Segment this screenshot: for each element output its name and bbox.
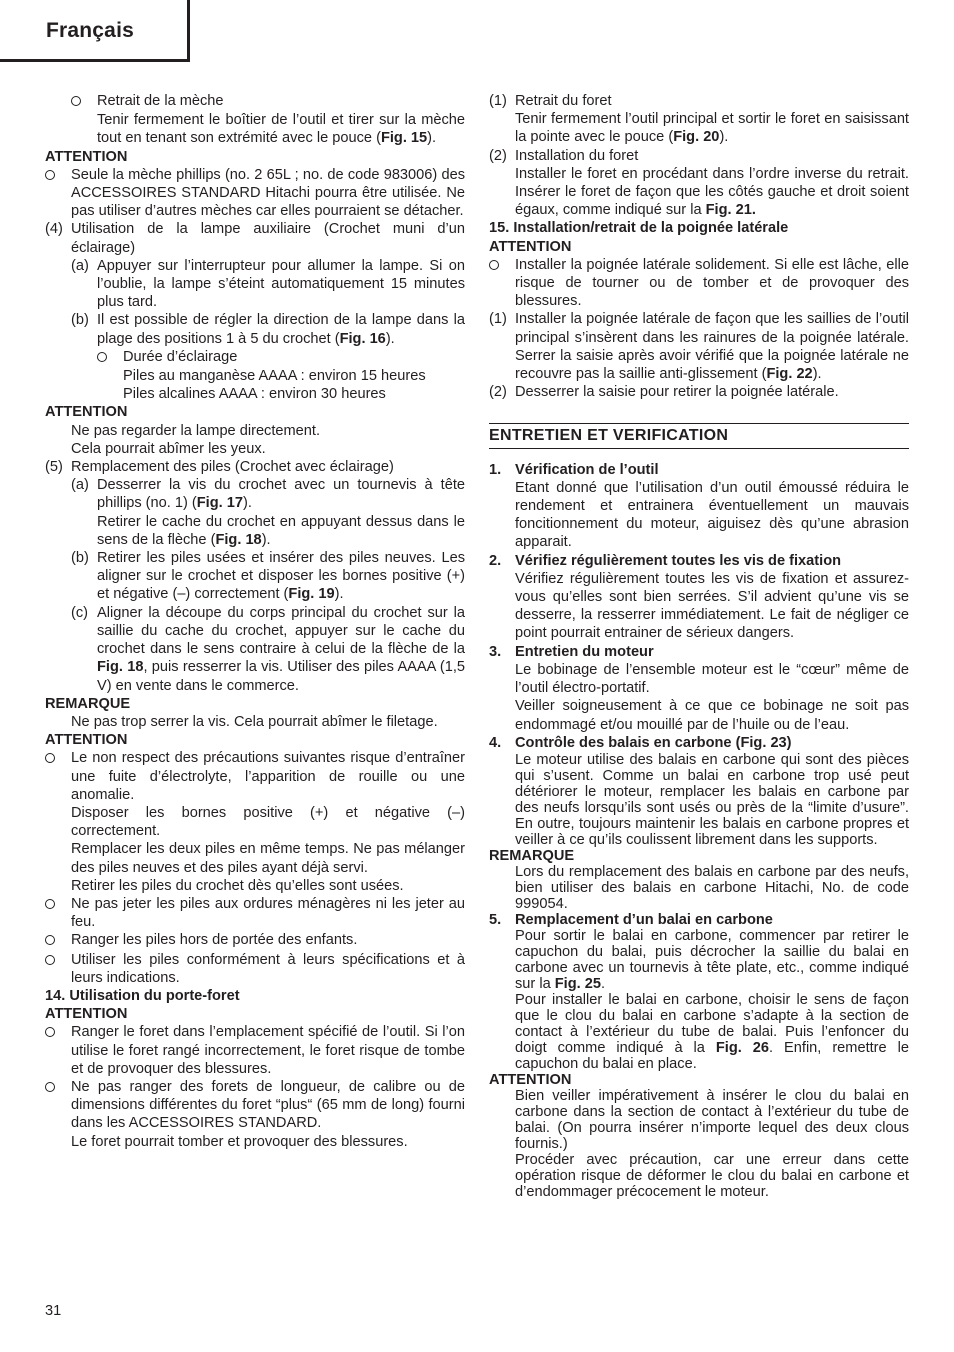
fig18-ref: Fig. 18 — [215, 531, 262, 548]
bullet-circle-icon — [45, 1023, 71, 1078]
item-5: (5) Remplacement des piles (Crochet avec éclairage) — [45, 459, 394, 476]
attention-piles-specs: Utiliser les piles conformément à leurs spécifications et à leurs indications. — [45, 951, 465, 987]
bullet-circle-icon — [45, 166, 71, 221]
fig21-ref: Fig. 21 — [705, 202, 752, 219]
language-label: Français — [46, 19, 134, 42]
duree-eclairage: Durée d’éclairage — [45, 348, 465, 367]
fig15-ref: Fig. 15 — [380, 130, 428, 147]
language-tab — [0, 0, 190, 62]
right-column: (1) Retrait du foret Tenir fermement l’outil principal et sortir le foret en saisissant la pointe avec le pouce (Fig. 20). (2) Installation du foret Installer le foret en procédant dans l’ordre inverse du retrait. Insérer le foret de façon que les côtés gauche et droit soient égaux, comme indiqué sur la Fig. 21. 15. Installation/retrait de la poignée latérale ATTENTION Installer la poignée latérale solidement. Si elle est lâche, elle risque de tourner ou de tomber et de provoquer des blessures. (1) Installer la poignée latérale de façon que les saillies de l’outil principal s’insèrent dans les rainures de la poignée latérale. Serrer la saisie après avoir vérifié que la poignée latérale ne recouvre pas la saillie anti-glissement (Fig. 22). (2) Desserrer la saisie pour retirer la poignée latérale. ENTRETIEN ET VERIFICATION 1. Vérification de l’outil Etant donné que l’utilisation d’un outil émoussé réduira le rendement et entrainera éventuellement un mauvais foncitionnement du moteur, aiguisez dès qu’une abrasion apparait. 2. Vérifiez régulièrement toutes les vis de fixation Vérifiez régulièrement toutes les vis de fixation et assurez-vous qu’elles sont bien serrées. S’il advient qu’une vis se desserre, la resserrer immédiatement. Le fait de négliger ce point pourrait entrainer de sérieux dangers. 3. Entretien du moteur Le bobinage de l’ensemble moteur est le “cœur” même de l’outil électro-portatif. Veiller soigneusement à ce que ce bobinage ne soit pas endommagé et/ou mouillé par de l’huile ou de l’eau. 4. Contrôle des balais en carbone (Fig. 23) Le moteur utilise des balais en carbone qui sont des pièces qui s’usent. Comme un balai en carbone trop usé peut détériorer le moteur, remplacer les balais en carbone par des neufs lorsqu’ils sont usés ou près de la “limite d’usure”. En outre, toujours maintenir les balais en carbone propres et veiller à ce qu’ils coulissent librement dans les supports. REMARQUE Lors du remplacement des balais en carbone par des neufs, bien utiliser des balais en carbone Hitachi, No. de code 999054. 5. Remplacement d’un balai en carbone Pour sortir le balai en carbone, commencer par retirer le capuchon du balai, puis décrocher la saillie du balai en carbone avec un tournevis à tête plate, etc., comme indiqué sur la Fig. 25. Pour installer le balai en carbone, choisir le sens de façon que le clou du balai en carbone s’adapte à la section de contact à l’extérieur du tube de balai. Puis l’enfoncer du doigt comme indiqué à la Fig. 26. Enfin, remettre le capuchon du balai en place. ATTENTION Bien veiller impérativement à insérer le clou du balai en carbone dans la section de contact à l’extérieur du tube de balai. (On pourra insérer n’importe lequel des deux clous fournis.) Procéder avec précaution, car une erreur dans cette opération risque de déformer le clou du balai en carbone et d’endommager précocement le moteur. — [489, 93, 909, 1200]
item-5a: (a) Desserrer la vis du crochet avec un tournevis à tête phillips (no. 1) (Fig. 17). Retirer le cache du crochet en appuyant dessus dans le sens de la flèche (Fig. 18). — [71, 477, 465, 548]
bullet-circle-icon — [45, 895, 71, 931]
bullet-circle-icon — [45, 749, 71, 895]
s5-text-2: Pour installer le balai en carbone, choisir le sens de façon que le clou du balai en carbone s’adapte à la section de contact à l’extérieur du tube de balai. Puis l’enfoncer du doigt comme indiqué à la Fig. 26. Enfin, remettre le capuchon du balai en place. — [515, 991, 909, 1072]
attention-heading: ATTENTION — [45, 404, 128, 421]
attention-meche: Seule la mèche phillips (no. 2 65L ; no. de code 983006) des ACCESSOIRES STANDARD Hitachi pourra être utilisée. Ne pas utiliser d’autres mèches car elles pourraient se détacher. — [45, 166, 465, 221]
section-title: ENTRETIEN ET VERIFICATION — [489, 423, 909, 448]
poignee-step-2: (2) Desserrer la saisie pour retirer la poignée latérale. — [489, 384, 839, 401]
fig17-ref: Fig. 17 — [196, 495, 243, 512]
fig16-ref: Fig. 16 — [339, 330, 386, 347]
item-4b: (b) Il est possible de régler la direction de la lampe dans la plage des positions 1 à 5 du crochet (Fig. 16). — [71, 312, 465, 347]
page-number: 31 — [45, 1303, 62, 1319]
retrait-foret: (1) Retrait du foret — [489, 93, 612, 109]
item-4: (4) Utilisation de la lampe auxiliaire (Crochet muni d’un éclairage) — [45, 221, 465, 256]
s3-heading: 3. Entretien du moteur — [489, 643, 654, 660]
attention-heading: ATTENTION — [45, 1006, 128, 1023]
fig25-ref: Fig. 25 — [554, 975, 601, 992]
installation-foret-text: Installer le foret en procédant dans l’ordre inverse du retrait. Insérer le foret de façon que les côtés gauche et droit soient égaux, comme indiqué sur la Fig. 21. — [515, 165, 909, 219]
s2-heading: 2. Vérifiez régulièrement toutes les vis de fixation — [489, 552, 842, 569]
remarque-heading: REMARQUE — [45, 695, 131, 712]
attention-piles: Le non respect des précautions suivantes risque d’entraîner une fuite d’électrolyte, l’apparition de rouille ou une anomalie. Disposer les bornes positive (+) et négative (–) correctement. Remplacer les deux piles en même temps. Ne pas mélanger des piles neuves et des piles ayant déjà servi. Retirer les piles du crochet dès qu’elles sont usées. — [45, 749, 465, 895]
retrait-foret-text: Tenir fermement l’outil principal et sortir le foret en saisissant la pointe avec le pouce (Fig. 20). — [515, 111, 909, 146]
retrait-meche — [45, 92, 465, 111]
left-column: Retrait de la mèche Tenir fermement le boîtier de l’outil et tirer sur la mèche tout en tenant son extrémité avec le pouce (Fig. 15). ATTENTION Seule la mèche phillips (no. 2 65L ; no. de code 983006) des ACCESSOIRES STANDARD Hitachi pourra être utilisée. Ne pas utiliser d’autres mèches car elles pourraient se détacher. (4) Utilisation de la lampe auxiliaire (Crochet muni d’un éclairage) (a) Appuyer sur l’interrupteur pour allumer la lampe. Si on l’oublie, la lampe s’éteint automatiquement 15 minutes plus tard. (b) Il est possible de régler la direction de la lampe dans la plage des positions 1 à 5 du crochet (Fig. 16). Durée d’éclairage Piles au manganèse AAAA : environ 15 heures Piles alcalines AAAA : environ 30 heures ATTENTION Ne pas regarder la lampe directement. Cela pourrait abîmer les yeux. (5) Remplacement des piles (Crochet avec éclairage) (a) Desserrer la vis du crochet avec un tournevis à tête phillips (no. 1) (Fig. 17). Retirer le cache du crochet en appuyant dessus dans le sens de la flèche (Fig. 18). (b) Retirer les piles usées et insérer des piles neuves. Les aligner sur le crochet et disposer les bornes positive (+) et négative (–) correctement (Fig. 19). (c) Aligner la découpe du corps principal du crochet sur la saillie du cache du crochet, appuyer sur le cache du crochet dans le sens contraire à celui de la flèche de la Fig. 18, puis resserrer la vis. Utiliser des piles AAAA (1,5 V) en vente dans le commerce. REMARQUE Ne pas trop serrer la vis. Cela pourrait abîmer le filetage. ATTENTION Le non respect des précautions suivantes risque d’entraîner une fuite d’électrolyte, l’apparition de rouille ou une anomalie. Disposer les bornes positive (+) et négative (–) correctement. Remplacer les deux piles en même temps. Ne pas mélanger des piles neuves et des piles ayant déjà servi. Retirer les piles du crochet dès qu’elles sont usées. Ne pas jeter les piles aux ordures ménagères ni les jeter au feu. Ranger les piles hors de portée des enfants. Utiliser les piles conformément à leurs spécifications et à leurs indications. 14. Utilisation du porte-foret ATTENTION Ranger le foret dans l’emplacement spécifié de l’outil. Si l’on utilise le foret rangé incorrectement, le foret risque de tombe et de provoquer des blessures. Ne pas ranger des forets de longueur, de calibre ou de dimensions différentes du foret “plus“ (65 mm de long) fourni dans les ACCESSOIRES STANDARD. Le foret pourrait tomber et provoquer des blessures. — [45, 93, 465, 1150]
attention-foret-dimensions: Ne pas ranger des forets de longueur, de calibre ou de dimensions différentes du foret “plus“ (65 mm de long) fourni dans les ACCESSOIRES STANDARD. Le foret pourrait tomber et provoquer des blessures. — [45, 1078, 465, 1151]
bullet-circle-icon — [45, 1078, 71, 1151]
bullet-circle-icon — [45, 931, 71, 950]
retrait-meche-text: Tenir fermement le boîtier de l’outil et tirer sur la mèche tout en tenant son extrémité avec le pouce (Fig. 15). — [97, 112, 465, 147]
s1-heading: 1. Vérification de l’outil — [489, 461, 659, 478]
duree-alcalines: Piles alcalines AAAA : environ 30 heures — [123, 386, 386, 403]
s5-heading: 5. Remplacement d’un balai en carbone — [489, 911, 773, 928]
attention-piles-feu: Ne pas jeter les piles aux ordures ménagères ni les jeter au feu. — [45, 895, 465, 931]
attention-heading: ATTENTION — [489, 238, 572, 255]
attention-piles-enfants: Ranger les piles hors de portée des enfants. — [45, 931, 465, 950]
fig18-ref: Fig. 18 — [97, 659, 144, 676]
fig22-ref: Fig. 22 — [766, 366, 813, 383]
s5-text-1: Pour sortir le balai en carbone, commencer par retirer le capuchon du balai, puis décrocher la saillie du balai en carbone avec un tournevis à tête plate, etc., comme indiqué sur la Fig. 25. — [515, 927, 909, 992]
bullet-circle-icon — [97, 348, 123, 367]
attention-heading: ATTENTION — [45, 148, 128, 165]
fig26-ref: Fig. 26 — [715, 1039, 770, 1056]
item-14-heading: 14. Utilisation du porte-foret — [45, 987, 240, 1004]
duree-manganese: Piles au manganèse AAAA : environ 15 heures — [123, 368, 426, 385]
bullet-circle-icon — [71, 92, 97, 111]
item-5c: (c) Aligner la découpe du corps principal du crochet sur la saillie du cache du crochet, appuyer sur le cache du crochet dans le sens contraire à celui de la flèche de la Fig. 18, puis resserrer la vis. Utiliser des piles AAAA (1,5 V) en vente dans le commerce. — [71, 604, 465, 694]
installation-foret: (2) Installation du foret — [489, 147, 639, 164]
remarque-heading: REMARQUE — [489, 847, 575, 864]
attention-heading: ATTENTION — [45, 732, 128, 749]
item-4a: (a) Appuyer sur l’interrupteur pour allumer la lampe. Si on l’oublie, la lampe s’éteint automatiquement 15 minutes plus tard. — [71, 257, 465, 311]
bullet-circle-icon — [45, 951, 71, 987]
s4-heading: 4. Contrôle des balais en carbone (Fig. 23) — [489, 734, 792, 751]
poignee-step-1: (1) Installer la poignée latérale de façon que les saillies de l’outil principal s’insèrent dans les rainures de la poignée latérale. Serrer la saisie après avoir vérifié que la poignée latérale ne recouvre pas la saillie anti-glissement (Fig. 22). — [489, 311, 909, 383]
item-15-heading: 15. Installation/retrait de la poignée latérale — [489, 220, 789, 237]
fig20-ref: Fig. 20 — [673, 129, 720, 146]
item-5b: (b) Retirer les piles usées et insérer des piles neuves. Les aligner sur le crochet et disposer les bornes positive (+) et négative (–) correctement (Fig. 19). — [71, 550, 465, 603]
attention-poignee: Installer la poignée latérale solidement. Si elle est lâche, elle risque de tourner ou de tomber et de provoquer des blessures. — [489, 256, 909, 311]
attention-heading: ATTENTION — [489, 1071, 572, 1088]
retrait-meche-title: Retrait de la mèche — [97, 93, 224, 109]
bullet-circle-icon — [489, 256, 515, 311]
attention-foret-range: Ranger le foret dans l’emplacement spécifié de l’outil. Si l’on utilise le foret rangé incorrectement, le foret risque de tombe et de provoquer des blessures. — [45, 1023, 465, 1078]
fig19-ref: Fig. 19 — [288, 586, 335, 603]
